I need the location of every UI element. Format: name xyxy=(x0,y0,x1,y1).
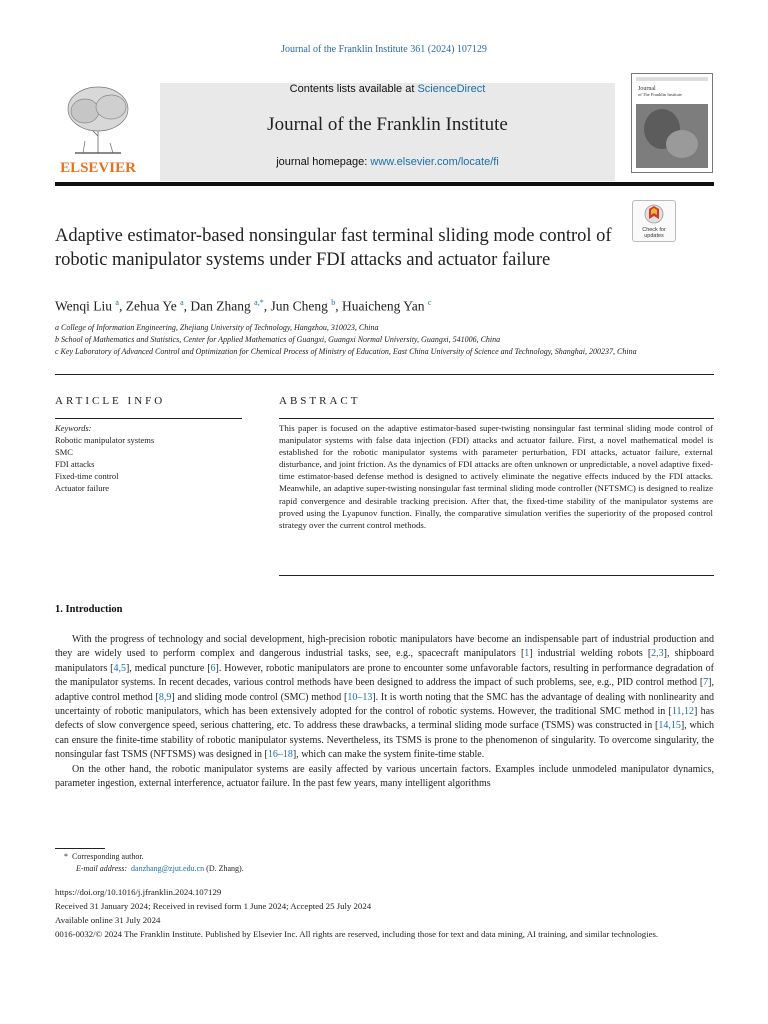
svg-text:of The Franklin Institute: of The Franklin Institute xyxy=(638,92,683,97)
svg-text:Check for: Check for xyxy=(642,227,666,233)
article-info-heading: ARTICLE INFO xyxy=(55,395,166,407)
copyright-notice: 0016-0032/© 2024 The Franklin Institute. Published by Elsevier Inc. All rights are reserved, including those for text and data mining, AI training, and similar technologies. xyxy=(55,929,659,939)
affiliation-marker[interactable]: b xyxy=(331,298,336,307)
intro-paragraph-2: On the other hand, the robotic manipulator systems are easily affected by various uncertain factors. Examples include unmodeled manipulator dynamics, parameter ingestion, external interference, actuator failure. In the past few years, many intelligent algorithms xyxy=(55,763,714,790)
affiliation-marker[interactable]: a,* xyxy=(254,298,264,307)
keywords-label: Keywords: xyxy=(55,423,92,433)
svg-text:updates: updates xyxy=(644,233,664,239)
author-name[interactable]: Wenqi Liu xyxy=(55,298,113,314)
elsevier-tree-icon xyxy=(55,81,141,176)
corresponding-author-note xyxy=(64,852,364,861)
section-divider xyxy=(55,374,714,375)
abstract-bottom-rule xyxy=(279,575,714,576)
footnote-text: Corresponding author. xyxy=(72,852,144,861)
affiliation-c: c Key Laboratory of Advanced Control and Optimization for Chemical Process of Ministry of Education, East China University of Science and Technology, Shanghai, 200237, China xyxy=(55,347,637,356)
footnote-rule xyxy=(55,848,105,849)
affiliation-marker[interactable]: c xyxy=(427,298,432,307)
citation-link[interactable]: 4,5 xyxy=(113,662,126,674)
homepage-link[interactable]: www.elsevier.com/locate/fi xyxy=(370,156,499,168)
citation-link[interactable]: 8,9 xyxy=(158,691,172,703)
journal-banner xyxy=(160,83,615,181)
journal-name: Journal of the Franklin Institute xyxy=(267,114,508,135)
elsevier-logo xyxy=(55,81,141,176)
affiliation-marker[interactable]: a xyxy=(180,298,184,307)
abstract-heading: ABSTRACT xyxy=(279,395,361,407)
homepage-label: journal homepage: xyxy=(276,156,371,168)
elsevier-wordmark: ELSEVIER xyxy=(60,160,136,176)
article-info-rule xyxy=(55,418,242,419)
affiliation-a: a College of Information Engineering, Zhejiang University of Technology, Hangzhou, 310023, China xyxy=(55,323,379,332)
email-suffix: (D. Zhang). xyxy=(204,864,244,873)
keyword[interactable]: FDI attacks xyxy=(55,459,95,469)
affiliation-b: b School of Mathematics and Statistics, Center for Applied Mathematics of Guangxi, Guangxi Normal University, Guangxi, 541006, China xyxy=(55,335,501,344)
citation-link[interactable]: 2,3 xyxy=(651,648,664,660)
affiliation-marker[interactable]: a xyxy=(115,298,119,307)
sciencedirect-link[interactable]: ScienceDirect xyxy=(417,83,486,95)
citation-link[interactable]: 1 xyxy=(524,648,530,660)
citation-link[interactable]: 11,12 xyxy=(671,706,695,718)
journal-citation-link[interactable]: Journal of the Franklin Institute 361 (2024) 107129 xyxy=(281,44,487,55)
email-label: E-mail address: xyxy=(76,864,128,873)
keyword[interactable]: SMC xyxy=(55,447,73,457)
citation-link[interactable]: 14,15 xyxy=(658,720,681,732)
email-link[interactable]: danzhang@zjut.edu.cn xyxy=(131,864,205,873)
cover-art xyxy=(632,74,712,172)
email-note xyxy=(76,864,376,873)
keyword[interactable]: Fixed-time control xyxy=(55,471,119,481)
keyword[interactable]: Actuator failure xyxy=(55,483,110,493)
abstract-rule xyxy=(279,418,714,419)
citation-link[interactable]: 16–18 xyxy=(267,749,293,761)
contents-label: Contents lists available at xyxy=(289,83,418,95)
header-divider xyxy=(55,182,714,186)
introduction-body xyxy=(55,633,714,791)
check-for-updates-button[interactable] xyxy=(632,200,676,242)
author-name[interactable]: Dan Zhang xyxy=(190,298,251,314)
citation-link[interactable]: 10–13 xyxy=(347,691,373,703)
svg-text:Journal: Journal xyxy=(638,86,656,92)
homepage-line xyxy=(160,156,615,168)
author-name[interactable]: Jun Cheng xyxy=(270,298,328,314)
author-name[interactable]: Huaicheng Yan xyxy=(341,298,425,314)
author-name[interactable]: Zehua Ye xyxy=(125,298,177,314)
citation-link[interactable]: 6 xyxy=(210,662,216,674)
available-online: Available online 31 July 2024 xyxy=(55,915,161,925)
intro-paragraph-1: With the progress of technology and social development, high-precision robotic manipulators have become an indispensable part of industrial production and they are widely used to perform complex and dangerous industrial tasks, see, e.g., spacecraft manipulators [1] industrial welding robots [2,3], shipboard manipulators [4,5], medical puncture [6]. However, robotic manipulators are prone to encounter some unfavorable factors, resulting in performance degradation of the manipulator systems. In recent decades, various control methods have been designed to address the impact of such problems, see, e.g., PID control method [7], adaptive control method [8,9] and sliding mode control (SMC) method [10–13]. It is worth noting that the SMC has the advantage of dealing with nonlinearity and uncertainty of robotic manipulators, which has been extensively adopted for the control of robotic systems. However, the traditional SMC method in [11,12] has defects of slow convergence speed, serious chattering, etc. To address these drawbacks, a terminal sliding mode surface (TSMS) was constructed in [14,15], which can ensure the finite-time stability of robotic manipulator systems. Nevertheless, its TSMS is prone to the phenomenon of singularity. To overcome singularity, the nonsingular fast TSMS (NFTSMS) was designed in [16–18], which can make the system finite-time stable. xyxy=(55,634,715,761)
introduction-heading: 1. Introduction xyxy=(55,604,123,615)
contents-line xyxy=(160,83,615,95)
abstract-text: This paper is focused on the adaptive estimator-based super-twisting nonsingular fast terminal sliding mode control of manipulator systems with false data injection (FDI) attacks and actuator failure. First, a novel mathematical model is established for the robotic manipulator systems with parameter perturbation, FDI attacks, actuator failure, external disturbance, and joint friction. As the dynamics of FDI attacks are often unknown or unpredictable, a novel adaptive fixed-time estimator-based defense method is designed to actively eliminate the negative effects induced by the FDI attacks. Meanwhile, an adaptive super-twisting nonsingular fast terminal sliding mode controller (NFTSMC) is designed to realize rapid convergence and desirable tracking precision. After that, the fixed-time stability of the manipulator systems are proved using the Lyapunov function. Finally, the comparative simulation verifies the superiority of the proposed control strategy over the current control methods. xyxy=(279,423,713,530)
check-updates-icon xyxy=(633,201,675,241)
keyword[interactable]: Robotic manipulator systems xyxy=(55,435,155,445)
author-list: Wenqi Liu $^a$, Zehua Ye $^a$, Dan Zhang $^{a,*}$, Jun Cheng $^b$, Huaicheng Yan $^c$ xyxy=(55,298,432,314)
article-title: Adaptive estimator-based nonsingular fast terminal sliding mode control of robotic manipulator systems under FDI attacks and actuator failure xyxy=(55,226,612,270)
journal-cover-image[interactable] xyxy=(631,73,713,173)
keywords-block xyxy=(55,422,240,494)
doi-link[interactable]: https://doi.org/10.1016/j.jfranklin.2024.107129 xyxy=(55,887,222,897)
received-dates: Received 31 January 2024; Received in revised form 1 June 2024; Accepted 25 July 2024 xyxy=(55,901,372,911)
footnote-marker: * xyxy=(64,852,68,861)
citation-link[interactable]: 7 xyxy=(703,677,709,689)
